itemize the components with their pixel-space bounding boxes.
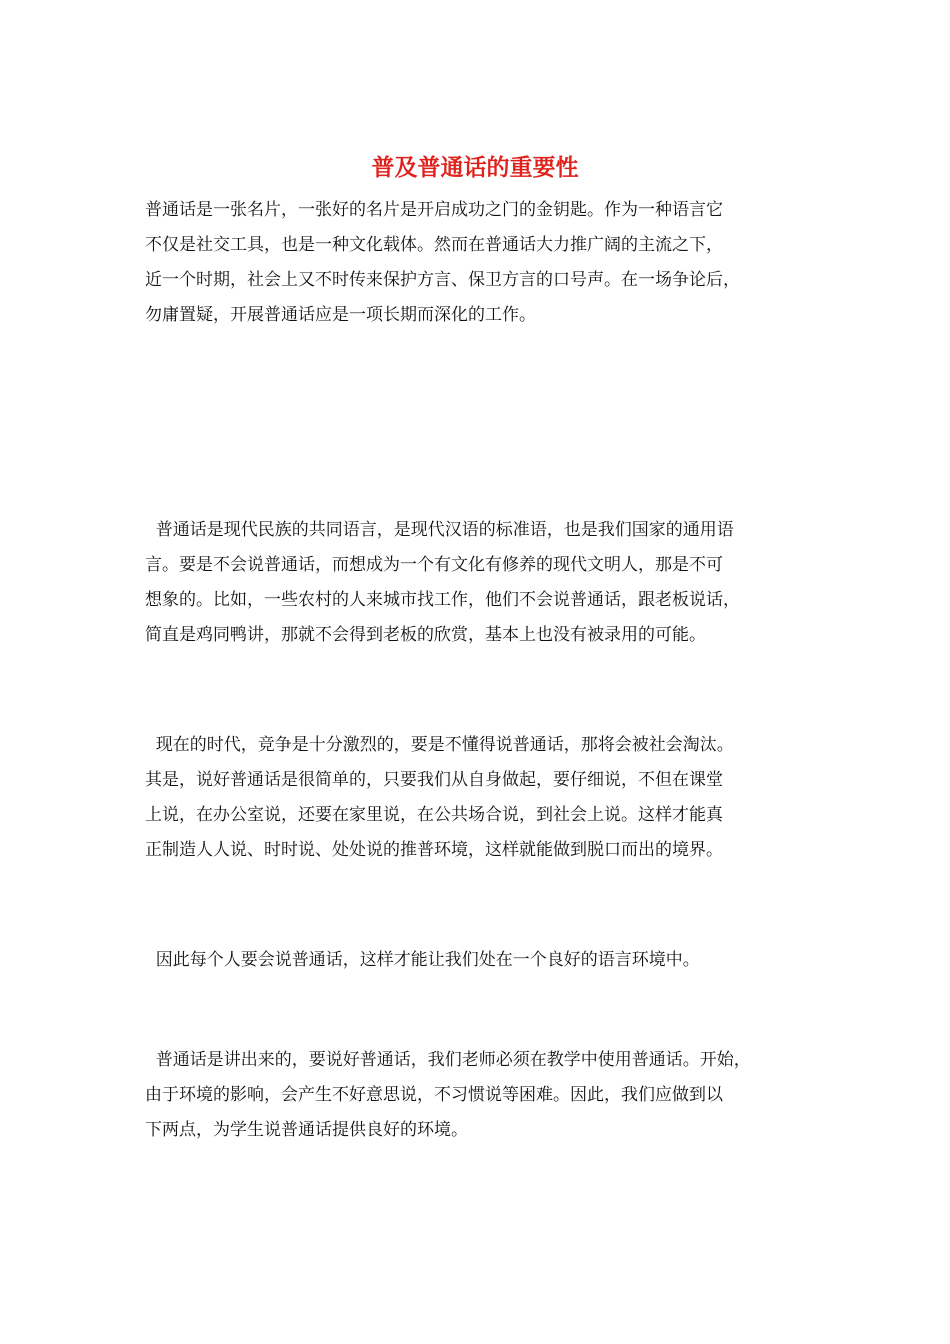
paragraph-line: 上说，在办公室说，还要在家里说，在公共场合说，到社会上说。这样才能真 — [145, 805, 723, 825]
paragraph-line: 由于环境的影响，会产生不好意思说，不习惯说等困难。因此，我们应做到以 — [145, 1085, 723, 1105]
paragraph-line: 普通话是一张名片，一张好的名片是开启成功之门的金钥匙。作为一种语言它 — [145, 200, 723, 220]
paragraph-4 — [145, 943, 845, 978]
paragraph-5 — [145, 1043, 845, 1148]
paragraph-line: 近一个时期，社会上又不时传来保护方言、保卫方言的口号声。在一场争论后， — [145, 270, 740, 290]
paragraph-line: 想象的。比如，一些农村的人来城市找工作，他们不会说普通话，跟老板说话， — [145, 590, 740, 610]
document-title: 普及普通话的重要性 — [371, 154, 579, 181]
paragraph-2 — [145, 513, 845, 653]
paragraph-1 — [145, 193, 845, 333]
paragraph-line: 现在的时代，竞争是十分激烈的，要是不懂得说普通话，那将会被社会淘汰。 — [145, 735, 734, 755]
paragraph-3 — [145, 728, 845, 868]
paragraph-line: 普通话是讲出来的，要说好普通话，我们老师必须在教学中使用普通话。开始， — [145, 1050, 751, 1070]
paragraph-line: 其是，说好普通话是很简单的，只要我们从自身做起，要仔细说，不但在课堂 — [145, 770, 723, 790]
paragraph-line: 下两点，为学生说普通话提供良好的环境。 — [145, 1120, 468, 1140]
paragraph-line: 普通话是现代民族的共同语言，是现代汉语的标准语，也是我们国家的通用语 — [145, 520, 734, 540]
paragraph-line: 因此每个人要会说普通话，这样才能让我们处在一个良好的语言环境中。 — [145, 950, 700, 970]
paragraph-line: 不仅是社交工具，也是一种文化载体。然而在普通话大力推广阔的主流之下， — [145, 235, 723, 255]
paragraph-line: 勿庸置疑，开展普通话应是一项长期而深化的工作。 — [145, 305, 536, 325]
paragraph-line: 简直是鸡同鸭讲，那就不会得到老板的欣赏，基本上也没有被录用的可能。 — [145, 625, 706, 645]
paragraph-line: 言。要是不会说普通话，而想成为一个有文化有修养的现代文明人，那是不可 — [145, 555, 723, 575]
paragraph-line: 正制造人人说、时时说、处处说的推普环境，这样就能做到脱口而出的境界。 — [145, 840, 723, 860]
